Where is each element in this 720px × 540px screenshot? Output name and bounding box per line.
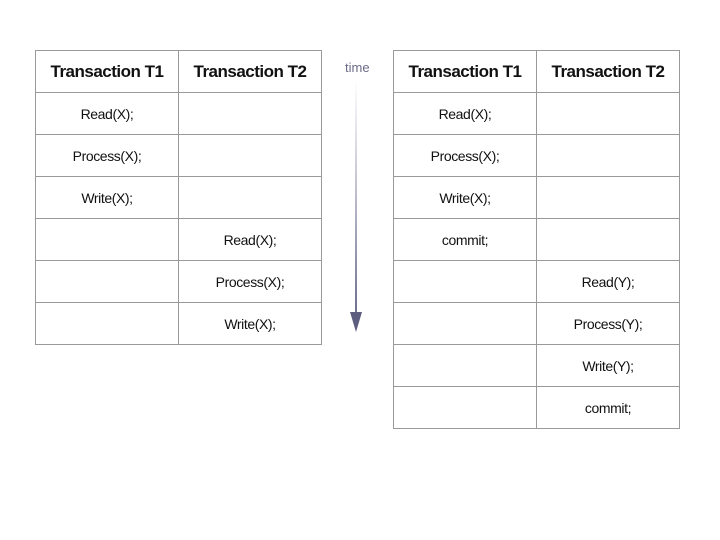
cell-t1: Process(X);	[36, 135, 179, 177]
cell-t1: Read(X);	[36, 93, 179, 135]
table-row	[394, 135, 680, 177]
table-row	[36, 261, 322, 303]
cell-t2	[537, 135, 680, 177]
header-t2: Transaction T2	[537, 51, 680, 93]
cell-t2	[537, 177, 680, 219]
cell-t1	[394, 303, 537, 345]
cell-t1	[36, 261, 179, 303]
arrow-down-icon	[350, 312, 362, 332]
cell-t2: Process(X);	[179, 261, 322, 303]
header-t2: Transaction T2	[179, 51, 322, 93]
cell-t1: Read(X);	[394, 93, 537, 135]
cell-t2	[179, 135, 322, 177]
table-row	[394, 261, 680, 303]
cell-t1: Write(X);	[394, 177, 537, 219]
left-schedule-table	[35, 50, 322, 345]
cell-t2	[179, 93, 322, 135]
header-row	[36, 51, 322, 93]
table-row	[36, 219, 322, 261]
table-row	[394, 345, 680, 387]
cell-t2: Read(Y);	[537, 261, 680, 303]
table-row	[394, 219, 680, 261]
cell-t1	[394, 261, 537, 303]
cell-t1	[394, 345, 537, 387]
header-row	[394, 51, 680, 93]
cell-t1: commit;	[394, 219, 537, 261]
header-t1: Transaction T1	[394, 51, 537, 93]
header-t1: Transaction T1	[36, 51, 179, 93]
table-row	[36, 303, 322, 345]
cell-t1	[36, 303, 179, 345]
cell-t1	[394, 387, 537, 429]
cell-t2	[537, 219, 680, 261]
table-row	[394, 387, 680, 429]
cell-t2: commit;	[537, 387, 680, 429]
cell-t2	[179, 177, 322, 219]
table-row	[36, 177, 322, 219]
table-row	[394, 93, 680, 135]
cell-t2: Write(Y);	[537, 345, 680, 387]
cell-t2	[537, 93, 680, 135]
cell-t2: Process(Y);	[537, 303, 680, 345]
time-label: time	[345, 60, 370, 75]
cell-t2: Read(X);	[179, 219, 322, 261]
table-row	[394, 303, 680, 345]
cell-t1	[36, 219, 179, 261]
cell-t1: Write(X);	[36, 177, 179, 219]
table-row	[36, 93, 322, 135]
cell-t2: Write(X);	[179, 303, 322, 345]
cell-t1: Process(X);	[394, 135, 537, 177]
time-axis	[345, 58, 370, 348]
table-row	[36, 135, 322, 177]
table-row	[394, 177, 680, 219]
time-line	[355, 80, 357, 318]
right-schedule-table	[393, 50, 680, 429]
